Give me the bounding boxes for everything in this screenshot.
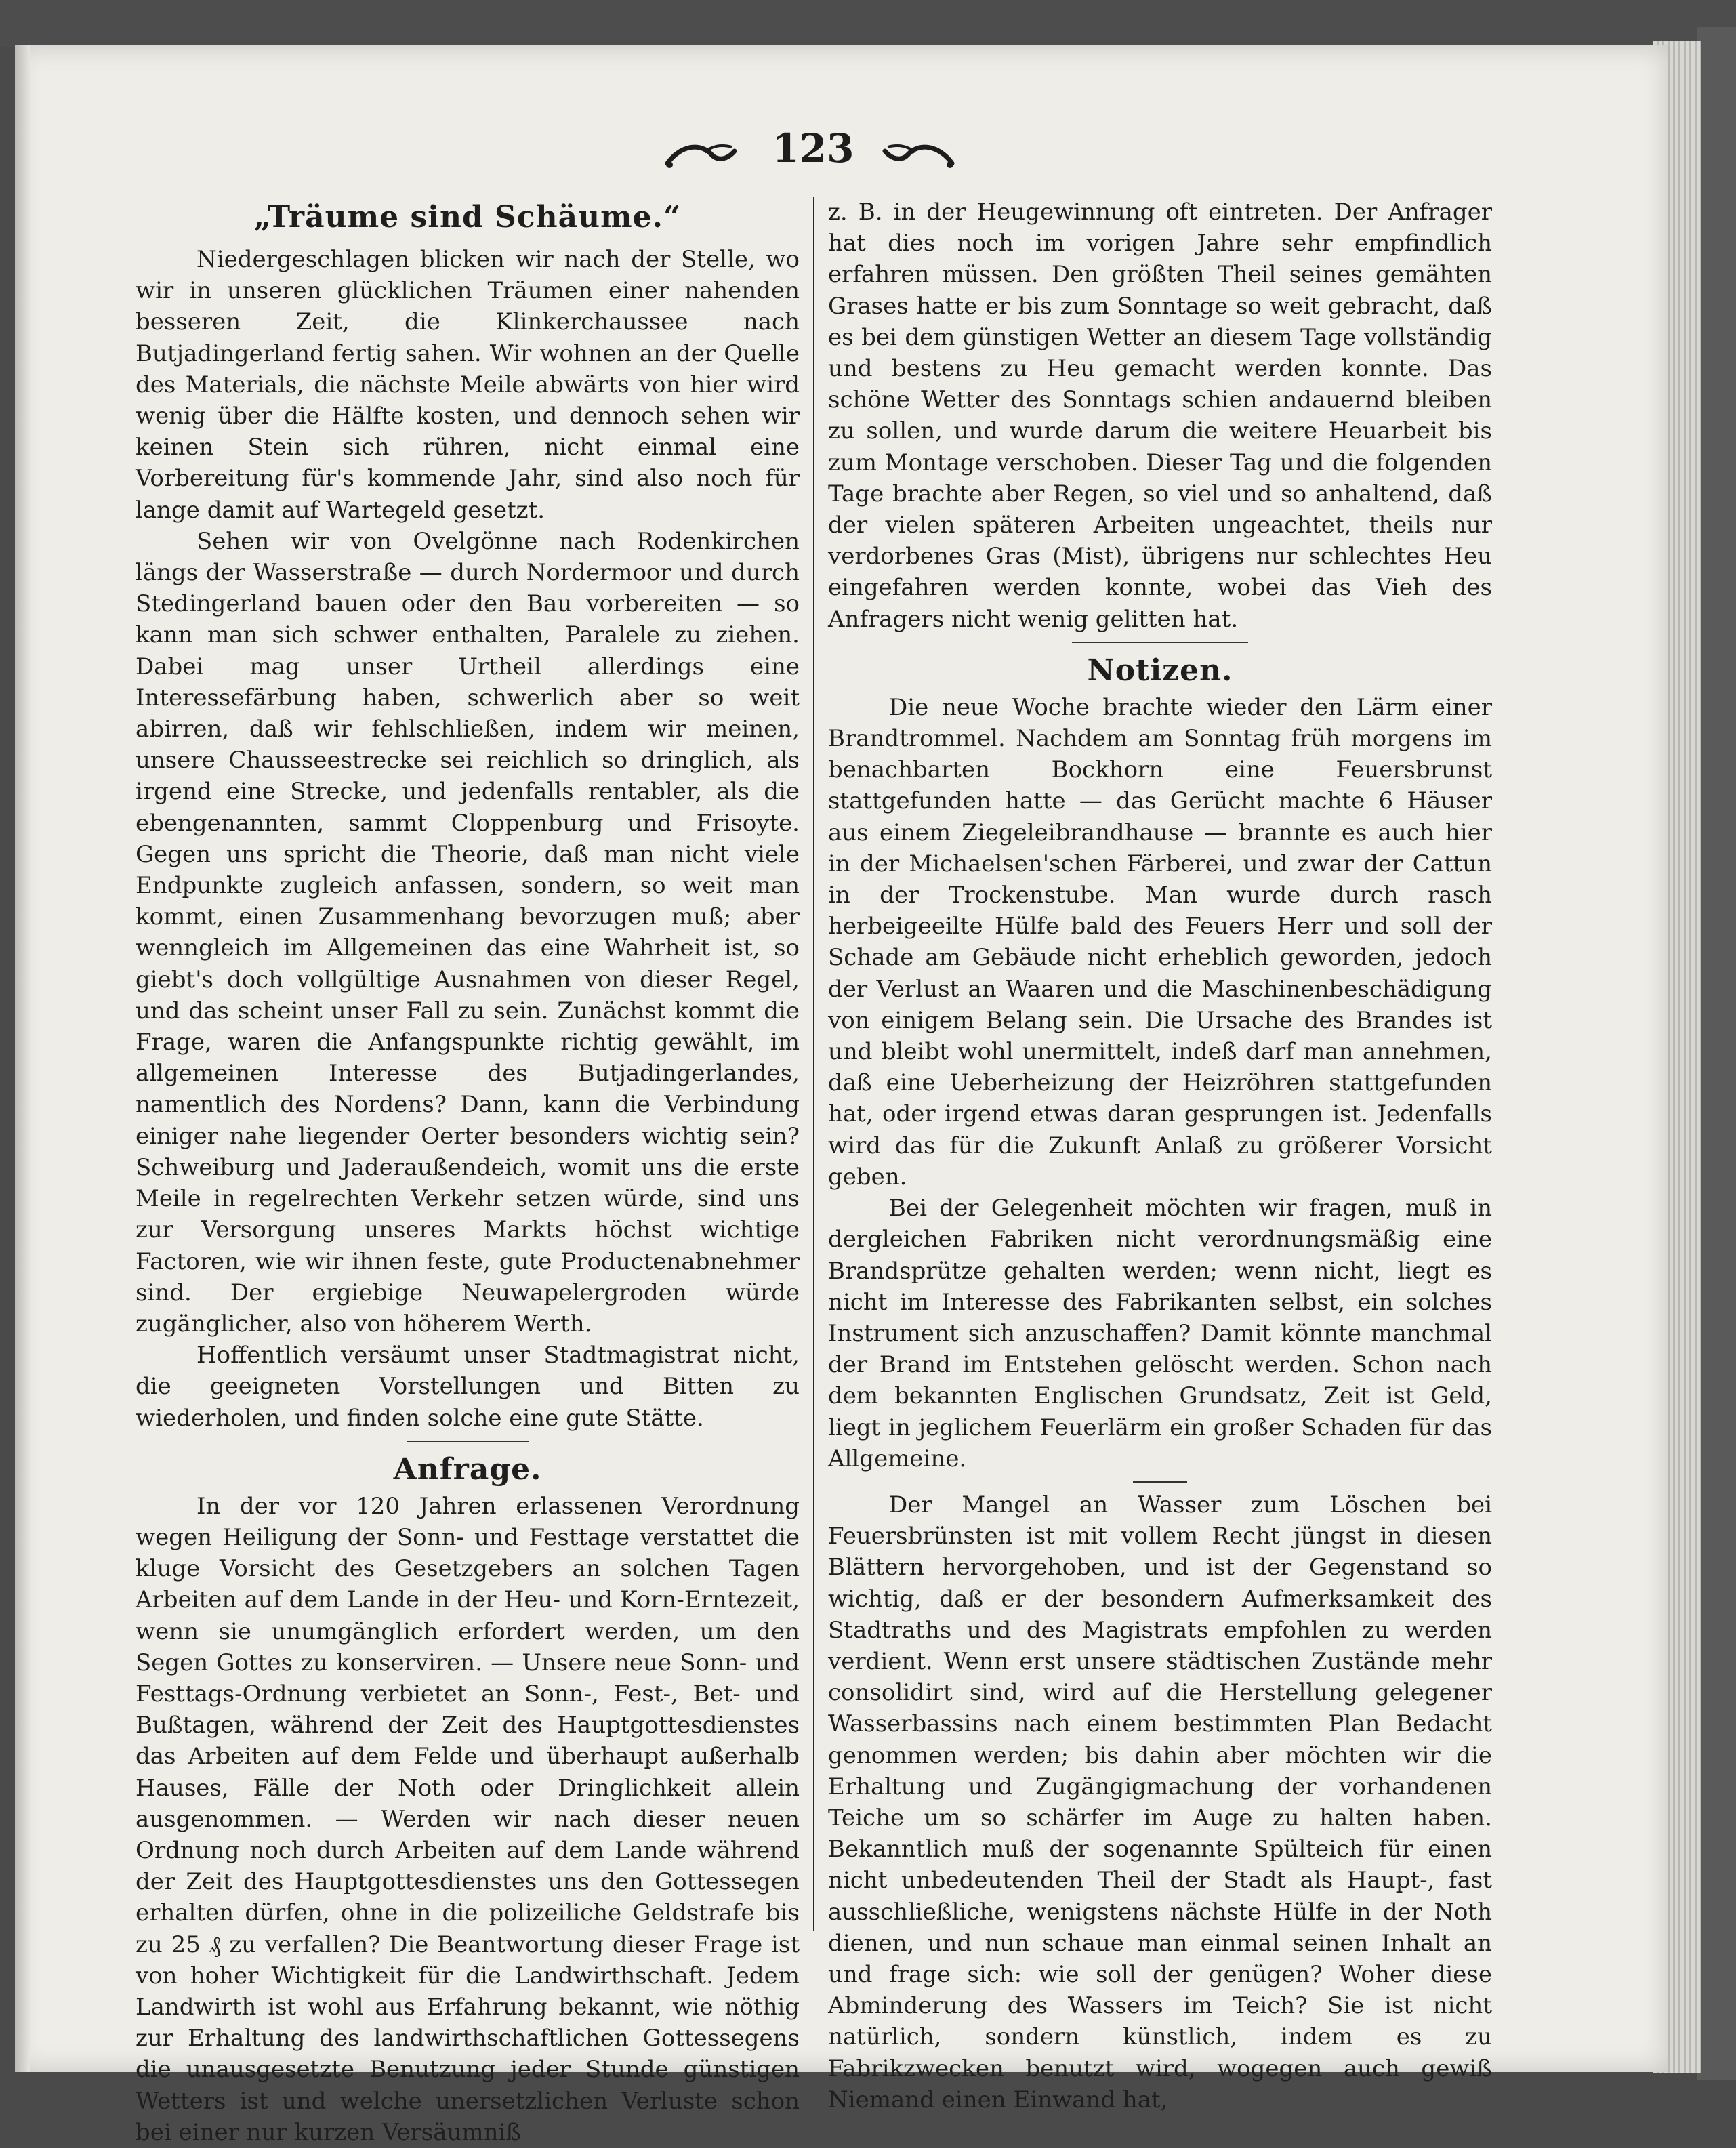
page-number: 123	[772, 125, 854, 171]
article-title-anfrage: Anfrage.	[393, 1451, 542, 1487]
article-paragraph: Bei der Gelegenheit möchten wir fragen, muß in dergleichen Fabriken nicht verordnungsmäßig eine Brandsprütze gehalten werden; wenn nicht, liegt es nicht im Interesse des Fabrikanten selbst, ein solches Instrument sich anzuschaffen? Damit könnte manchmal der Brand im Entstehen gelöscht werden. Schon nach dem bekannten Englischen Grundsatz, Zeit ist Geld, liegt in jeglichem Feuerlärm ein großer Schaden für das Allgemeine.	[828, 1195, 1492, 1472]
article-title-notizen: Notizen.	[1087, 653, 1233, 688]
flourish-left-icon	[664, 138, 739, 171]
flourish-right-icon	[881, 138, 955, 171]
right-column	[828, 197, 1492, 2115]
page-header	[650, 125, 989, 180]
left-column	[136, 197, 800, 2148]
scan-background	[0, 0, 1736, 47]
section-divider	[1133, 1481, 1187, 1483]
article-continuation: z. B. in der Heugewinnung oft eintreten. Der Anfrager hat dies noch im vorigen Jahre sehr empfindlich erfahren müssen. Den größten Theil seines gemähten Grases hatte er bis zum Sonntage so weit gebracht, daß es bei dem günstigen Wetter an diesem Tage vollständig und bestens zu Heu gemacht werden konnte. Das schöne Wetter des Sonntags schien andauernd bleiben zu sollen, und wurde darum die weitere Heuarbeit bis zum Montage verschoben. Dieser Tag und die folgenden Tage brachte aber Regen, so viel und so anhaltend, daß der vielen späteren Arbeiten ungeachtet, theils nur verdorbenes Gras (Mist), übrigens nur schlechtes Heu eingefahren werden konnte, wobei das Vieh des Anfragers nicht wenig gelitten hat.	[828, 199, 1492, 633]
article-paragraph: Sehen wir von Ovelgönne nach Rodenkirchen längs der Wasserstraße — durch Nordermoor und durch Stedingerland bauen oder den Bau vorbereiten — so kann man sich schwer enthalten, Paralele zu ziehen. Dabei mag unser Urtheil allerdings eine Interessefärbung haben, schwerlich aber so weit abirren, daß wir fehlschließen, indem wir meinen, unsere Chausseestrecke sei reichlich so dringlich, als irgend eine Strecke, und jedenfalls rentabler, als die ebengenannten, sammt Cloppenburg und Frisoyte. Gegen uns spricht die Theorie, daß man nicht viele Endpunkte zugleich anfassen, sondern, so weit man kommt, einen Zusammenhang bevorzugen muß; aber wenngleich im Allgemeinen das eine Wahrheit ist, so giebt's doch vollgültige Ausnahmen von dieser Regel, und das scheint unser Fall zu sein. Zunächst kommt die Frage, waren die Anfangspunkte richtig gewählt, im allgemeinen Interesse des Butjadingerlandes, namentlich des Nordens? Dann, kann die Verbindung einiger nahe liegender Oerter besonders wichtig sein? Schweiburg und Jaderaußendeich, womit uns die erste Meile in regelrechten Verkehr setzen würde, sind uns zur Versorgung unseres Markts höchst wichtige Factoren, wie wir ihnen feste, gute Productenabnehmer sind. Der ergiebige Neuwapelergroden würde zugänglicher, also von höherem Werth.	[136, 527, 800, 1338]
section-divider	[1072, 642, 1248, 643]
article-paragraph: Hoffentlich versäumt unser Stadtmagistrat nicht, die geeigneten Vorstellungen und Bitten zu wiederholen, und finden solche eine gute Stätte.	[136, 1342, 800, 1432]
page-binding-shadow	[15, 45, 30, 2072]
article-paragraph: Die neue Woche brachte wieder den Lärm einer Brandtrommel. Nachdem am Sonntag früh morgens im benachbarten Bockhorn eine Feuersbrunst stattgefunden hatte — das Gerücht machte 6 Häuser aus einem Ziegeleibrandhause — brannte es auch hier in der Michaelsen'schen Färberei, und zwar der Cattun in der Trockenstube. Man wurde durch rasch herbeigeeilte Hülfe bald des Feuers Herr und soll der Schade am Gebäude nicht erheblich geworden, jedoch der Verlust an Waaren und die Maschinenbeschädigung von einigem Belang sein. Die Ursache des Brandes ist und bleibt wohl unermittelt, indeß darf man annehmen, daß eine Ueberheizung der Heizröhren stattgefunden hat, oder irgend etwas daran gesprungen ist. Jedenfalls wird das für die Zukunft Anlaß zu größerer Vorsicht geben.	[828, 693, 1492, 1191]
article-paragraph: Der Mangel an Wasser zum Löschen bei Feuersbrünsten ist mit vollem Recht jüngst in diesen Blättern hervorgehoben, und ist der Gegenstand so wichtig, daß er der besondern Aufmerksamkeit des Stadtraths und des Magistrats empfohlen zu werden verdient. Wenn erst unsere städtischen Zustände mehr consolidirt sind, wird auf die Herstellung gelegener Wasserbassins nach einem bestimmten Plan Bedacht genommen werden; bis dahin aber möchten wir die Erhaltung und Zugängigmachung der vorhandenen Teiche um so schärfer im Auge zu halten haben. Bekanntlich muß der sogenannte Spülteich für einen nicht unbedeutenden Theil der Stadt als Haupt-, fast ausschließliche, wenigstens nächste Hülfe in der Noth dienen, und nun schaue man einmal seinen Inhalt an und frage sich: wie soll der genügen? Woher diese Abminderung des Wassers im Teich? Sie ist nicht natürlich, sondern künstlich, indem es zu Fabrikzwecken benutzt wird, wogegen auch gewiß Niemand einen Einwand hat,	[828, 1491, 1492, 2113]
column-divider	[813, 197, 814, 1931]
article-paragraph: In der vor 120 Jahren erlassenen Verordnung wegen Heiligung der Sonn- und Festtage verstattet die kluge Vorsicht des Gesetzgebers an solchen Tagen Arbeiten auf dem Lande in der Heu- und Korn-Erntezeit, wenn sie unumgänglich erfordert werden, um den Segen Gottes zu konserviren. — Unsere neue Sonn- und Festtags-Ordnung verbietet an Sonn-, Fest-, Bet- und Bußtagen, während der Zeit des Hauptgottesdienstes das Arbeiten auf dem Felde und überhaupt außerhalb Hauses, Fälle der Noth oder Dringlichkeit allein ausgenommen. — Werden wir nach dieser neuen Ordnung noch durch Arbeiten auf dem Lande während der Zeit des Hauptgottesdienstes uns den Gottessegen erhalten dürfen, ohne in die polizeiliche Geldstrafe bis zu 25 ₰ zu verfallen? Die Beantwortung dieser Frage ist von hoher Wichtigkeit für die Landwirthschaft. Jedem Landwirth ist wohl aus Erfahrung bekannt, wie nöthig zur Erhaltung des landwirthschaftlichen Gottessegens die unausgesetzte Benutzung jeder Stunde günstigen Wetters ist und welche unersetzlichen Verluste schon bei einer nur kurzen Versäumniß	[136, 1492, 800, 2146]
article-paragraph: Niedergeschlagen blicken wir nach der Stelle, wo wir in unseren glücklichen Träumen einer nahenden besseren Zeit, die Klinkerchaussee nach Butjadingerland fertig sahen. Wir wohnen an der Quelle des Materials, die nächste Meile abwärts von hier wird wenig über die Hälfte kosten, und dennoch sehen wir keinen Stein sich rühren, nicht einmal eine Vorbereitung für's kommende Jahr, sind also noch für lange damit auf Wartegeld gesetzt.	[136, 246, 800, 524]
article-title-traeume: „Träume sind Schäume.“	[253, 200, 682, 234]
section-divider	[407, 1441, 529, 1442]
scan-background-right	[1697, 27, 1736, 2080]
